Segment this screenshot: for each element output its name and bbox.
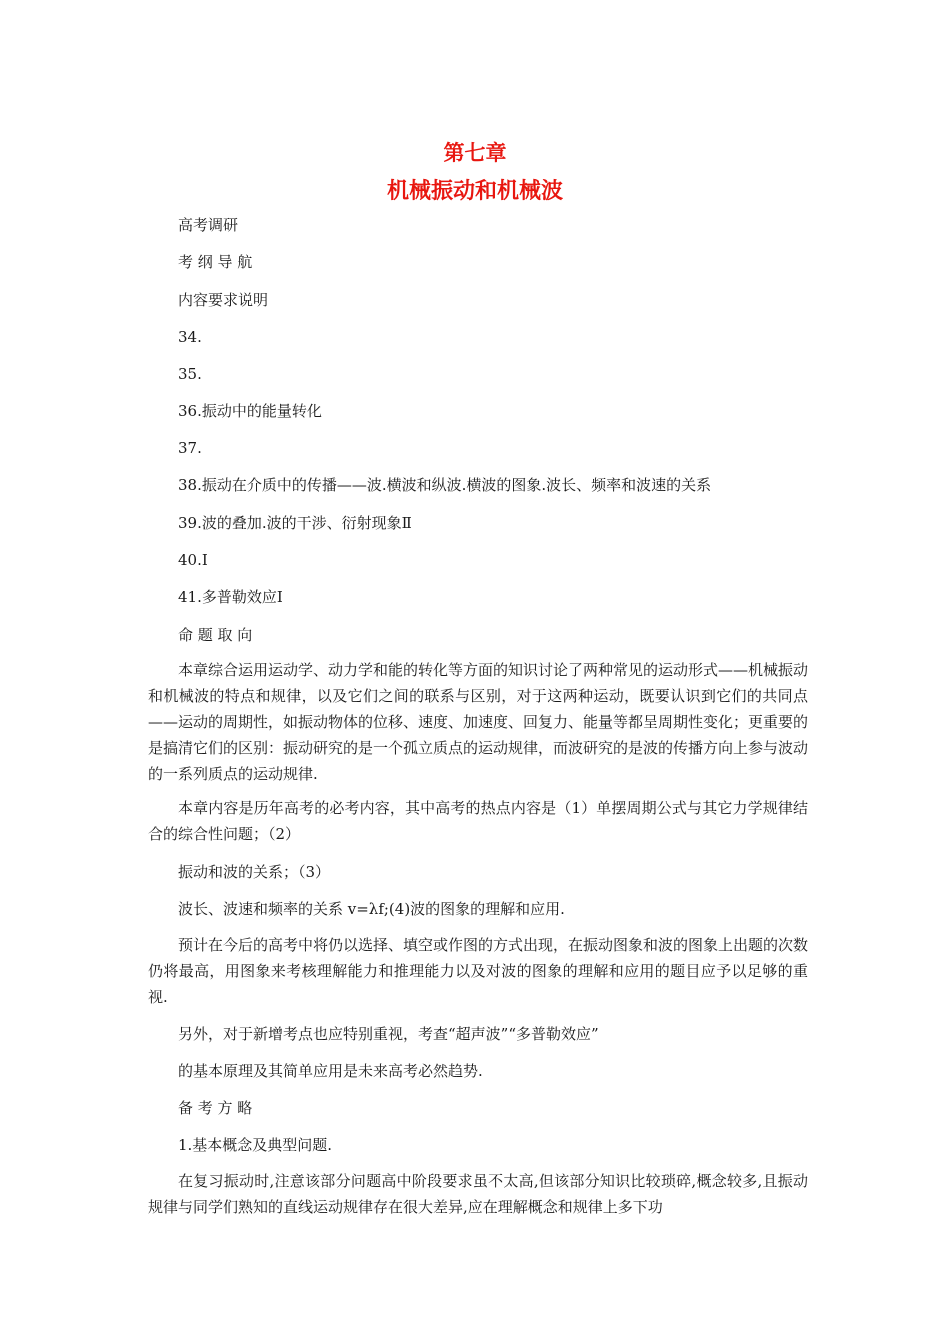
item-35: 35. bbox=[178, 365, 202, 383]
section-kaogang: 考 纲 导 航 bbox=[178, 253, 253, 271]
line-jiben: 的基本原理及其简单应用是未来高考必然趋势. bbox=[178, 1062, 483, 1080]
item-40: 40.Ⅰ bbox=[178, 551, 208, 569]
chapter-title: 机械振动和机械波 bbox=[386, 179, 563, 204]
paragraph-hotspots: 本章内容是历年高考的必考内容，其中高考的热点内容是（1）单摆周期公式与其它力学规律结合的综合性问题；（2） bbox=[148, 799, 808, 843]
section-gaokao: 高考调研 bbox=[178, 216, 239, 234]
item-37: 37. bbox=[178, 439, 202, 457]
chapter-heading: 第七章 bbox=[443, 141, 507, 165]
item-39: 39.波的叠加.波的干涉、衍射现象Ⅱ bbox=[178, 514, 412, 532]
line-bochang: 波长、波速和频率的关系 v=λf;(4)波的图象的理解和应用. bbox=[178, 900, 565, 918]
section-beikao: 备 考 方 略 bbox=[178, 1099, 253, 1117]
section-neirong: 内容要求说明 bbox=[178, 291, 269, 309]
paragraph-review: 在复习振动时,注意该部分问题高中阶段要求虽不太高,但该部分知识比较琐碎,概念较多,且振动规律与同学们熟知的直线运动规律存在很大差异,应在理解概念和规律上多下功 bbox=[148, 1172, 808, 1216]
paragraph-overview: 本章综合运用运动学、动力学和能的转化等方面的知识讨论了两种常见的运动形式——机械振动和机械波的特点和规律，以及它们之间的联系与区别，对于这两种运动，既要认识到它们的共同点——运动的周期性，如振动物体的位移、速度、加速度、回复力、能量等都呈周期性变化；更重要的是搞清它们的区别：振动研究的是一个孤立质点的运动规律，而波研究的是波的传播方向上参与波动的一系列质点的运动规律. bbox=[148, 661, 809, 783]
item-41: 41.多普勒效应Ⅰ bbox=[178, 588, 283, 606]
line-gainian: 1.基本概念及典型问题. bbox=[178, 1136, 333, 1154]
item-34: 34. bbox=[178, 328, 202, 346]
line-lingwai: 另外，对于新增考点也应特别重视，考查“超声波”“多普勒效应” bbox=[178, 1025, 599, 1043]
line-zhendong: 振动和波的关系；（3） bbox=[178, 863, 331, 881]
item-36: 36.振动中的能量转化 bbox=[178, 402, 322, 420]
paragraph-forecast: 预计在今后的高考中将仍以选择、填空或作图的方式出现，在振动图象和波的图象上出题的次数仍将最高，用图象来考核理解能力和推理能力以及对波的图象的理解和应用的题目应予以足够的重视. bbox=[148, 936, 809, 1006]
item-38: 38.振动在介质中的传播——波.横波和纵波.横波的图象.波长、频率和波速的关系 bbox=[178, 476, 712, 494]
section-mingti: 命 题 取 向 bbox=[178, 626, 253, 644]
